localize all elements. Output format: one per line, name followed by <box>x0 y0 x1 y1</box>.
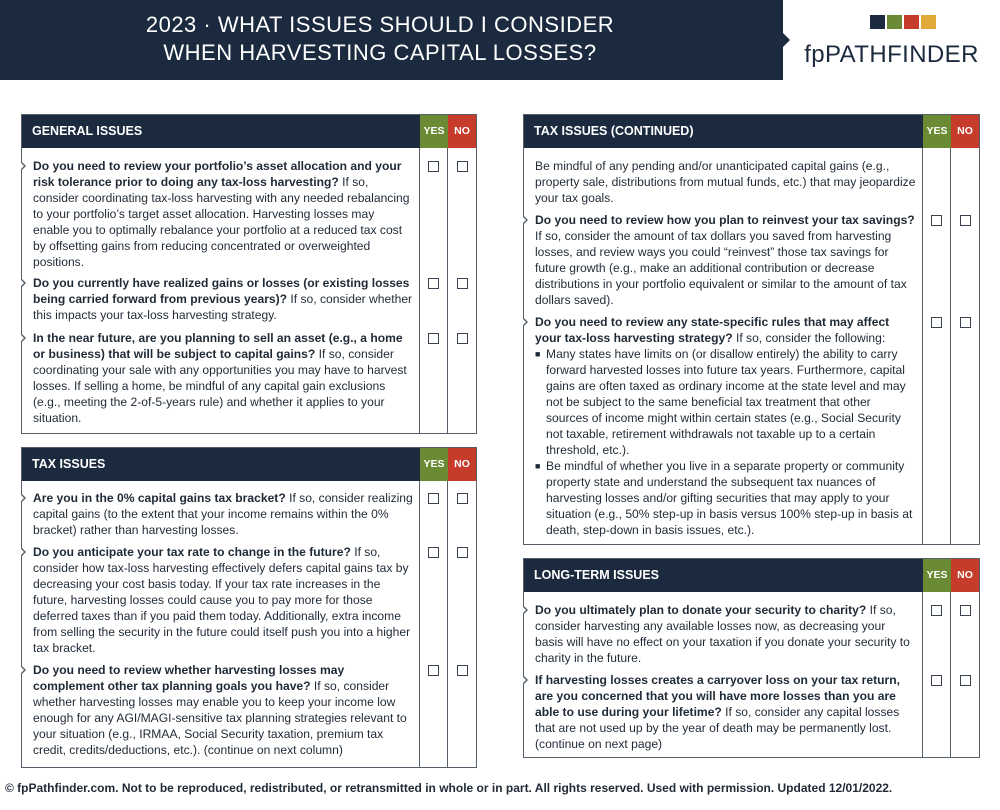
panel-title: TAX ISSUES <box>32 457 106 471</box>
no-checkbox[interactable] <box>457 665 468 676</box>
panel-header <box>524 115 979 148</box>
bullet-square-icon: ■ <box>535 461 541 471</box>
yes-column-header: YES <box>923 559 951 592</box>
column-divider <box>950 148 951 544</box>
column-divider <box>447 148 448 433</box>
column-divider <box>419 481 420 767</box>
item-arrow-icon <box>523 317 528 327</box>
page-title-line-2: WHEN HARVESTING CAPITAL LOSSES? <box>163 40 597 65</box>
logo-text: fpPATHFINDER <box>804 41 979 68</box>
item-text: If so, consider how tax-loss harvesting effectively defers capital gains tax by decreasing your cost basis today. If your tax rate increases in the future, harvesting losses could cause you to pay more for those deferred taxes than if you paid them today. Additionally, extra income from selling the security in the future could itself push you into a higher tax bracket. <box>33 545 411 655</box>
no-column-header: NO <box>448 115 476 148</box>
yes-checkbox[interactable] <box>428 493 439 504</box>
item-question: Are you in the 0% capital gains tax bracket? <box>33 491 286 505</box>
item-arrow-icon <box>21 493 26 503</box>
item-arrow-icon <box>21 278 26 288</box>
list-item <box>22 490 419 538</box>
item-text: If so, consider the following: <box>732 331 886 345</box>
yes-column-header: YES <box>420 115 448 148</box>
list-item <box>524 602 922 666</box>
list-item <box>22 158 419 270</box>
long-term-issues-panel <box>523 558 980 758</box>
bullet-item: ■ Be mindful of whether you live in a separate property or community property state and understand the subsequent tax nuances of harvesting losses and/or gifting securities that may apply to your situation (e.g., 50% step-up in basis versus 100% step-up in basis at death, step-down in basis issues, etc.). <box>535 459 913 537</box>
general-issues-panel <box>21 114 477 434</box>
item-text: If so, consider harvesting any available losses now, as decreasing your basis will have no effect on your taxation if you donate your security to charity in the future. <box>535 603 910 665</box>
yes-checkbox[interactable] <box>931 605 942 616</box>
item-question: Do you need to review how you plan to reinvest your tax savings? <box>535 213 915 227</box>
no-column-header: NO <box>951 115 979 148</box>
yes-checkbox[interactable] <box>428 278 439 289</box>
item-arrow-icon <box>523 675 528 685</box>
no-checkbox[interactable] <box>457 333 468 344</box>
header-notch-icon <box>783 33 790 47</box>
no-column-header: NO <box>951 559 979 592</box>
yes-checkbox[interactable] <box>931 675 942 686</box>
list-item <box>22 662 419 758</box>
yes-checkbox[interactable] <box>931 317 942 328</box>
panel-header <box>22 448 476 481</box>
footer-copyright: © fpPathfinder.com. Not to be reproduced, redistributed, or retransmitted in whole or in part. All rights reserved. Used with permission. Updated 12/01/2022. <box>5 781 893 795</box>
list-item <box>524 212 922 308</box>
column-divider <box>419 148 420 433</box>
list-item <box>22 544 419 656</box>
no-checkbox[interactable] <box>960 605 971 616</box>
panel-title: GENERAL ISSUES <box>32 124 143 138</box>
yes-checkbox[interactable] <box>931 215 942 226</box>
page-title <box>0 11 760 67</box>
item-question: Do you need to review any state-specific rules that may affect your tax-loss harvesting strategy? <box>535 315 890 345</box>
column-divider <box>922 148 923 544</box>
item-text: If so, consider whether this impacts your tax-loss harvesting strategy. <box>33 292 413 322</box>
item-arrow-icon <box>21 161 26 171</box>
column-divider <box>922 592 923 757</box>
yes-checkbox[interactable] <box>428 665 439 676</box>
item-arrow-icon <box>21 333 26 343</box>
item-question: Do you ultimately plan to donate your security to charity? <box>535 603 867 617</box>
list-item <box>22 275 419 323</box>
no-column-header: NO <box>448 448 476 481</box>
item-text: If so, consider coordinating tax-loss harvesting with any needed rebalancing to your portfolio’s target asset allocation. Harvesting losses may enable you to optimally rebalance your portfolio at a reduced tax cost by offsetting gains from reducing concentrated or overweighted positions. <box>33 175 410 269</box>
item-question: In the near future, are you planning to sell an asset (e.g., a home or business) that will be subject to capital gains? <box>33 331 403 361</box>
yes-column-header: YES <box>923 115 951 148</box>
list-item <box>524 314 922 538</box>
panel-header <box>524 559 979 592</box>
yes-column-header: YES <box>420 448 448 481</box>
no-checkbox[interactable] <box>960 317 971 328</box>
logo <box>783 0 1000 80</box>
item-text: If so, consider whether harvesting losses may enable you to keep your income low enough for any AGI/MAGI-sensitive tax planning strategies relevant to your situation (e.g., IRMAA, Social Security taxation, premium tax credit, credits/deductions, etc.). (continue on next column) <box>33 679 407 757</box>
no-checkbox[interactable] <box>457 547 468 558</box>
item-question: Do you need to review whether harvesting losses may complement other tax planning goals you have? <box>33 663 345 693</box>
panel-title: TAX ISSUES (CONTINUED) <box>534 124 694 138</box>
column-divider <box>447 481 448 767</box>
panel-title: LONG-TERM ISSUES <box>534 568 660 582</box>
column-divider <box>950 592 951 757</box>
no-checkbox[interactable] <box>960 675 971 686</box>
page-title-line-1: 2023 · WHAT ISSUES SHOULD I CONSIDER <box>145 12 615 37</box>
no-checkbox[interactable] <box>457 161 468 172</box>
item-text: If so, consider realizing capital gains (to the extent that your income remains within the 0% bracket) rather than harvesting losses. <box>33 491 413 537</box>
logo-squares-icon <box>870 15 936 29</box>
item-arrow-icon <box>21 665 26 675</box>
item-text: If so, consider any capital losses that are not used up by the year of death may be permanently lost. (continue on next page) <box>535 705 900 751</box>
no-checkbox[interactable] <box>457 493 468 504</box>
item-arrow-icon <box>21 547 26 557</box>
item-question: Do you anticipate your tax rate to change in the future? <box>33 545 351 559</box>
item-arrow-icon <box>523 605 528 615</box>
panel-header <box>22 115 476 148</box>
item-text: If so, consider coordinating your sale with any opportunities you may have to harvest losses. If selling a home, be mindful of any capital gain exclusions (e.g., meeting the 2-of-5-years rule) and whether it applies to your situation. <box>33 347 407 425</box>
bullet-item: ■ Many states have limits on (or disallow entirely) the ability to carry forward harvested losses into future tax years. Furthermore, capital gains are often taxed as ordinary income at the state level and may not be subject to the same beneficial tax treatment that other sources of income might within certain states (e.g., Social Security not taxable, retirement withdrawals not taxable up to a certain threshold, etc.). <box>535 347 906 457</box>
yes-checkbox[interactable] <box>428 161 439 172</box>
list-item <box>22 330 419 426</box>
item-text: If so, consider the amount of tax dollars you saved from harvesting losses, and review ways you could “reinvest” those tax savings for future growth (e.g., make an additional contribution or decrease distributions in your portfolio equivalent or similar to the amount of tax dollars saved). <box>535 229 907 307</box>
intro-note: Be mindful of any pending and/or unanticipated capital gains (e.g., property sale, distributions from mutual funds, etc.) that may jeopardize your tax goals. <box>535 159 916 205</box>
yes-checkbox[interactable] <box>428 333 439 344</box>
item-question: If harvesting losses creates a carryover loss on your tax return, are you concerned that you will have more losses than you are able to use during your lifetime? <box>535 673 900 719</box>
bullet-square-icon: ■ <box>535 349 541 359</box>
tax-issues-continued-panel <box>523 114 980 545</box>
no-checkbox[interactable] <box>457 278 468 289</box>
item-arrow-icon <box>523 215 528 225</box>
item-question: Do you need to review your portfolio’s asset allocation and your risk tolerance prior to doing any tax-loss harvesting? <box>33 159 402 189</box>
list-item <box>524 672 922 752</box>
item-question: Do you currently have realized gains or losses (or existing losses being carried forward from previous years)? <box>33 276 410 306</box>
tax-issues-panel <box>21 447 477 768</box>
no-checkbox[interactable] <box>960 215 971 226</box>
yes-checkbox[interactable] <box>428 547 439 558</box>
